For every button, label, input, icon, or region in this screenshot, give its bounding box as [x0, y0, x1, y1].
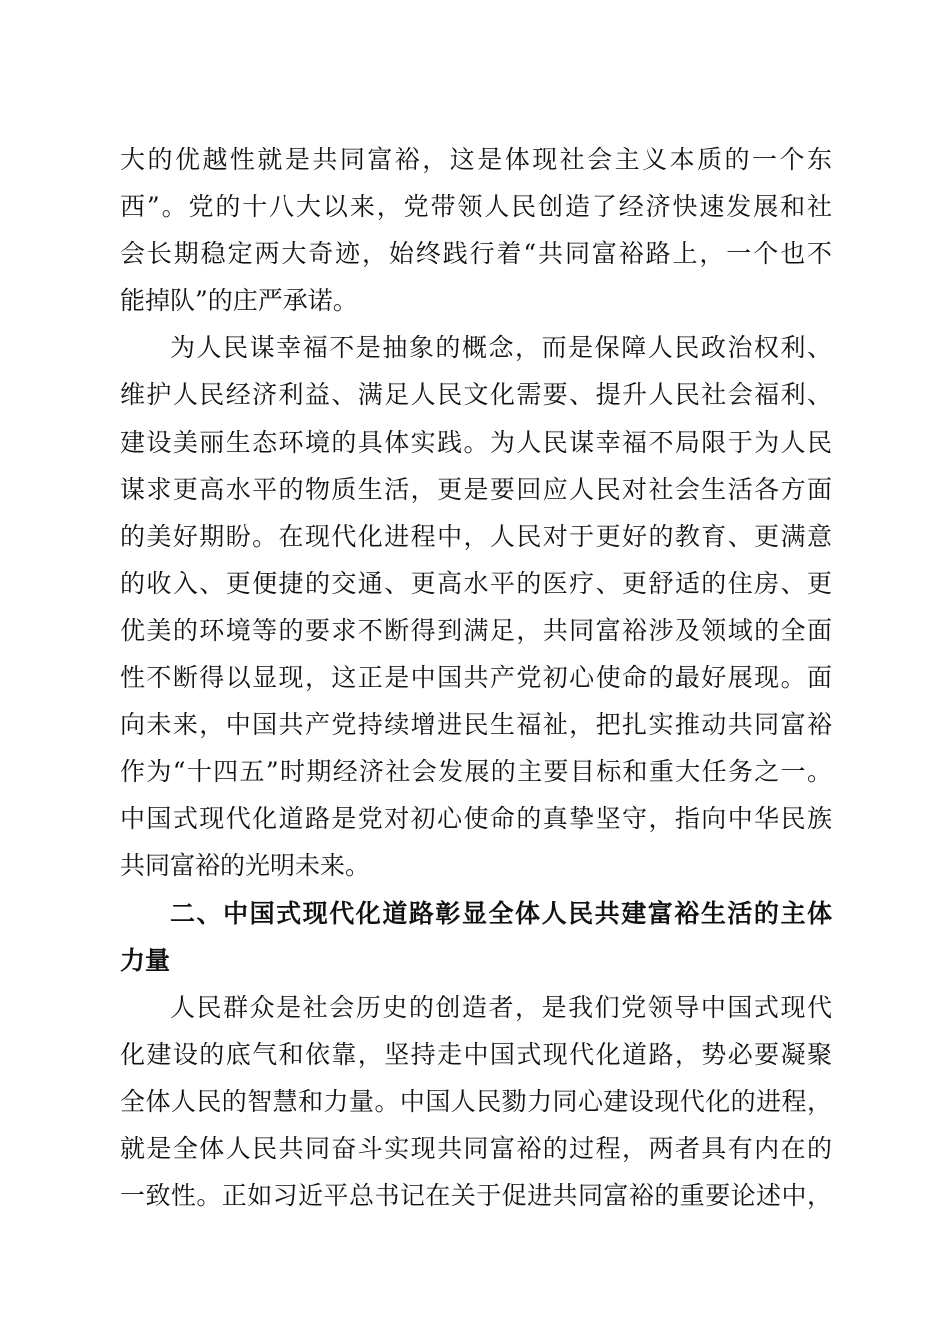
text-line: 建设美丽生态环境的具体实践。为人民谋幸福不局限于为人民: [120, 427, 832, 457]
text-line: 维护人民经济利益、满足人民文化需要、提升人民社会福利、: [120, 380, 832, 410]
text-line: 会长期稳定两大奇迹，始终践行着“共同富裕路上，一个也不: [120, 239, 832, 269]
text-line: 西”。党的十八大以来，党带领人民创造了经济快速发展和社: [120, 192, 832, 222]
text-line: 优美的环境等的要求不断得到满足，共同富裕涉及领域的全面: [120, 615, 832, 645]
text-line: 的美好期盼。在现代化进程中，人民对于更好的教育、更满意: [120, 521, 832, 551]
text-line: 全体人民的智慧和力量。中国人民勠力同心建设现代化的进程，: [120, 1086, 832, 1116]
heading-line: 力量: [120, 945, 171, 975]
text-line: 能掉队”的庄严承诺。: [120, 286, 358, 316]
text-line: 向未来，中国共产党持续增进民生福祉，把扎实推动共同富裕: [120, 710, 832, 740]
text-line: 大的优越性就是共同富裕，这是体现社会主义本质的一个东: [120, 145, 832, 174]
paragraph-2: [120, 324, 832, 889]
text-line: 中国式现代化道路是党对初心使命的真挚坚守，指向中华民族: [120, 804, 832, 834]
text-line: 为人民谋幸福不是抽象的概念，而是保障人民政治权利、: [170, 333, 832, 363]
paragraph-3: [120, 984, 832, 1219]
paragraph-1: [120, 136, 832, 324]
text-line: 谋求更高水平的物质生活，更是要回应人民对社会生活各方面: [120, 474, 832, 504]
text-line: 性不断得以显现，这正是中国共产党初心使命的最好展现。面: [120, 663, 832, 693]
text-line: 共同富裕的光明未来。: [120, 851, 371, 881]
text-line: 化建设的底气和依靠，坚持走中国式现代化道路，势必要凝聚: [120, 1039, 832, 1069]
text-line: 作为“十四五”时期经济社会发展的主要目标和重大任务之一。: [120, 757, 832, 787]
text-line: 人民群众是社会历史的创造者，是我们党领导中国式现代: [170, 992, 832, 1022]
text-line: 一致性。正如习近平总书记在关于促进共同富裕的重要论述中，: [120, 1181, 832, 1211]
body-text: [120, 136, 832, 1219]
section-heading: [120, 890, 832, 984]
text-line: 就是全体人民共同奋斗实现共同富裕的过程，两者具有内在的: [120, 1133, 832, 1163]
text-line: 的收入、更便捷的交通、更高水平的医疗、更舒适的住房、更: [120, 568, 832, 598]
heading-line: 二、中国式现代化道路彰显全体人民共建富裕生活的主体: [170, 898, 832, 928]
